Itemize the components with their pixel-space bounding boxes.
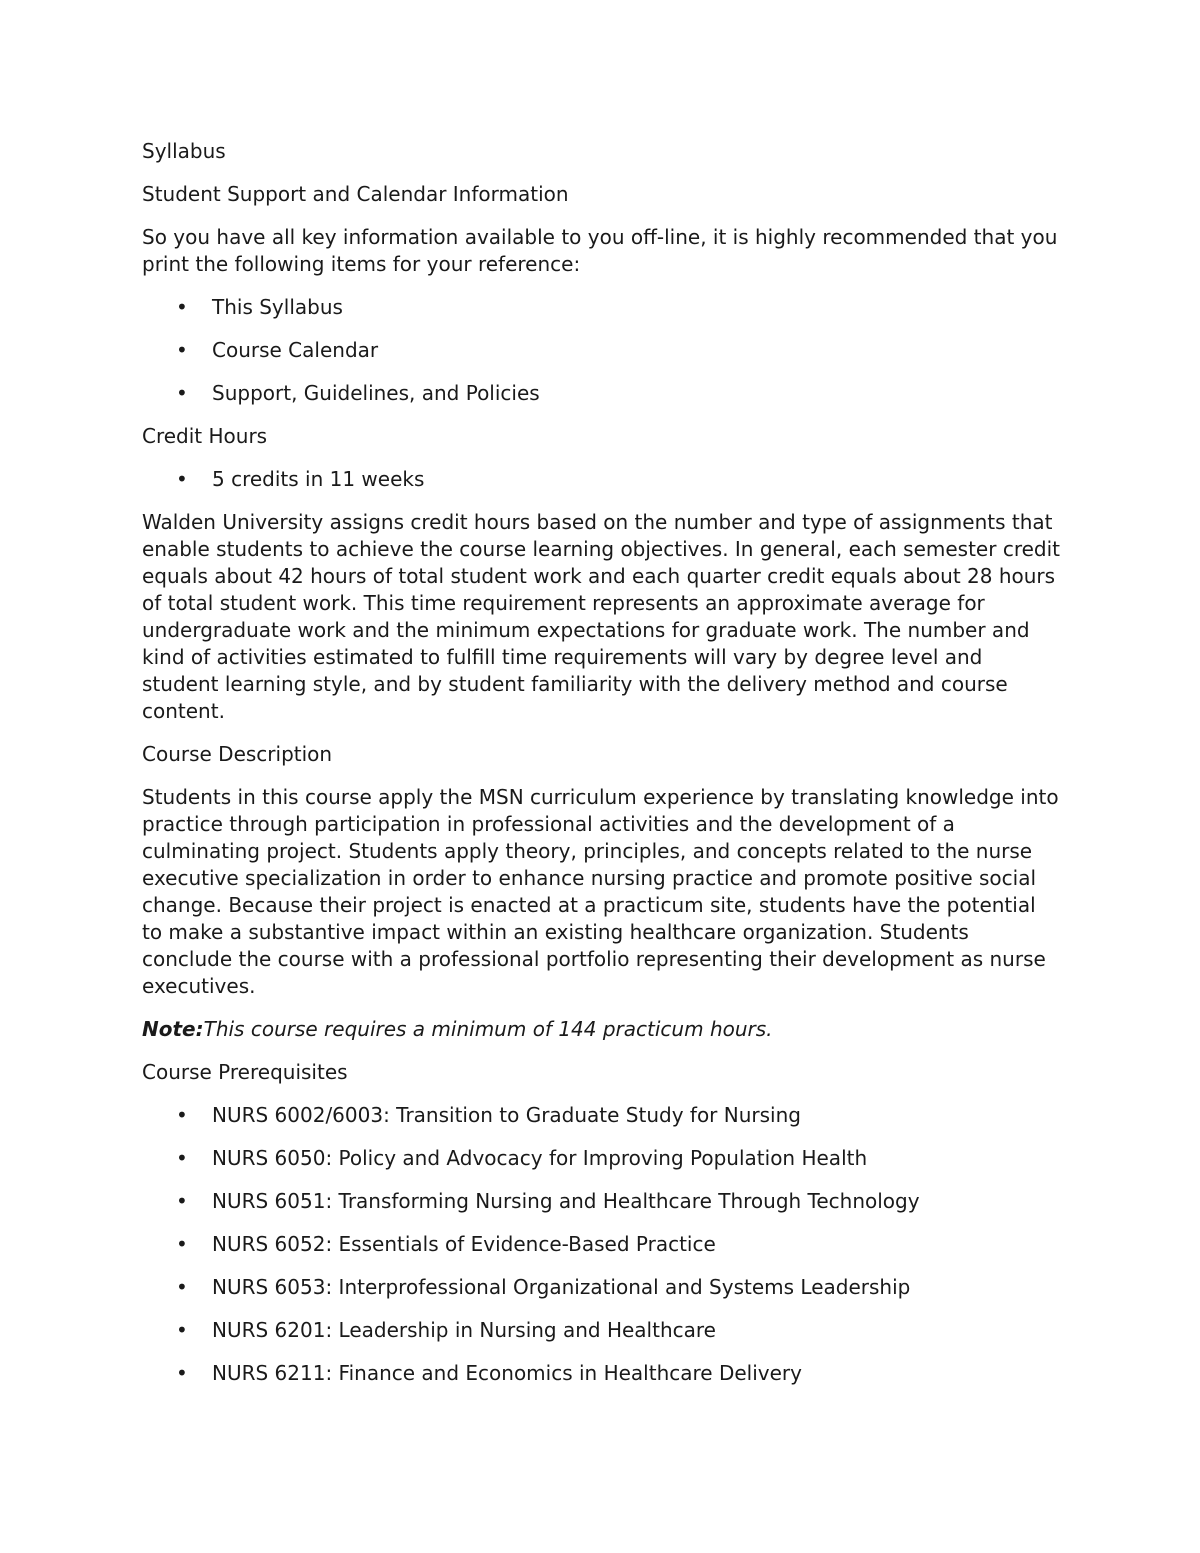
list-item: • NURS 6201: Leadership in Nursing and Healthcare: [176, 1318, 716, 1342]
support-heading: Student Support and Calendar Information: [142, 182, 569, 206]
bullet-icon: •: [176, 1232, 188, 1256]
list-item: • NURS 6051: Transforming Nursing and Healthcare Through Technology: [176, 1189, 920, 1213]
bullet-icon: •: [176, 1146, 188, 1170]
bullet-icon: •: [176, 1189, 188, 1213]
bullet-icon: •: [176, 1318, 188, 1342]
credit-items-list: [142, 466, 1062, 493]
note-text: This course requires a minimum of 144 practicum hours.: [203, 1017, 773, 1041]
prerequisites-list: [142, 1102, 1062, 1387]
practicum-note: [142, 1016, 1062, 1043]
print-items-list: [142, 294, 1062, 407]
bullet-icon: •: [176, 338, 188, 362]
course-description-heading: Course Description: [142, 742, 333, 766]
list-item: • NURS 6002/6003: Transition to Graduate Study for Nursing: [176, 1103, 801, 1127]
list-item: • NURS 6052: Essentials of Evidence-Based Practice: [176, 1232, 716, 1256]
support-intro: So you have all key information available to you off-line, it is highly recommended that you print the following items for your reference:: [142, 225, 1058, 276]
bullet-icon: •: [176, 381, 188, 405]
prerequisites-heading: Course Prerequisites: [142, 1060, 348, 1084]
document-title: Syllabus: [142, 139, 226, 163]
bullet-icon: •: [176, 467, 188, 491]
credit-hours-heading: Credit Hours: [142, 424, 268, 448]
bullet-icon: •: [176, 1103, 188, 1127]
list-item: • 5 credits in 11 weeks: [176, 467, 425, 491]
course-description-paragraph: Students in this course apply the MSN curriculum experience by translating knowledge into practice through participation in professional activities and the development of a culminating project. Students apply theory, principles, and concepts related to the nurse executive specialization in order to enhance nursing practice and promote positive social change. Because their project is enacted at a practicum site, students have the potential to make a substantive impact within an existing healthcare organization. Students conclude the course with a professional portfolio representing their development as nurse executives.: [142, 785, 1059, 998]
credit-hours-paragraph: Walden University assigns credit hours based on the number and type of assignments that enable students to achieve the course learning objectives. In general, each semester credit equals about 42 hours of total student work and each quarter credit equals about 28 hours of total student work. This time requirement represents an approximate average for undergraduate work and the minimum expectations for graduate work. The number and kind of activities estimated to fulfill time requirements will vary by degree level and student learning style, and by student familiarity with the delivery method and course content.: [142, 510, 1060, 723]
list-item: • NURS 6050: Policy and Advocacy for Improving Population Health: [176, 1146, 868, 1170]
note-label: Note:: [142, 1017, 204, 1041]
document-page: [142, 138, 1062, 1403]
list-item: • NURS 6211: Finance and Economics in Healthcare Delivery: [176, 1361, 802, 1385]
bullet-icon: •: [176, 1361, 188, 1385]
list-item: • Course Calendar: [176, 338, 379, 362]
list-item: • Support, Guidelines, and Policies: [176, 381, 540, 405]
list-item: • NURS 6053: Interprofessional Organizational and Systems Leadership: [176, 1275, 911, 1299]
bullet-icon: •: [176, 1275, 188, 1299]
bullet-icon: •: [176, 295, 188, 319]
list-item: • This Syllabus: [176, 295, 343, 319]
